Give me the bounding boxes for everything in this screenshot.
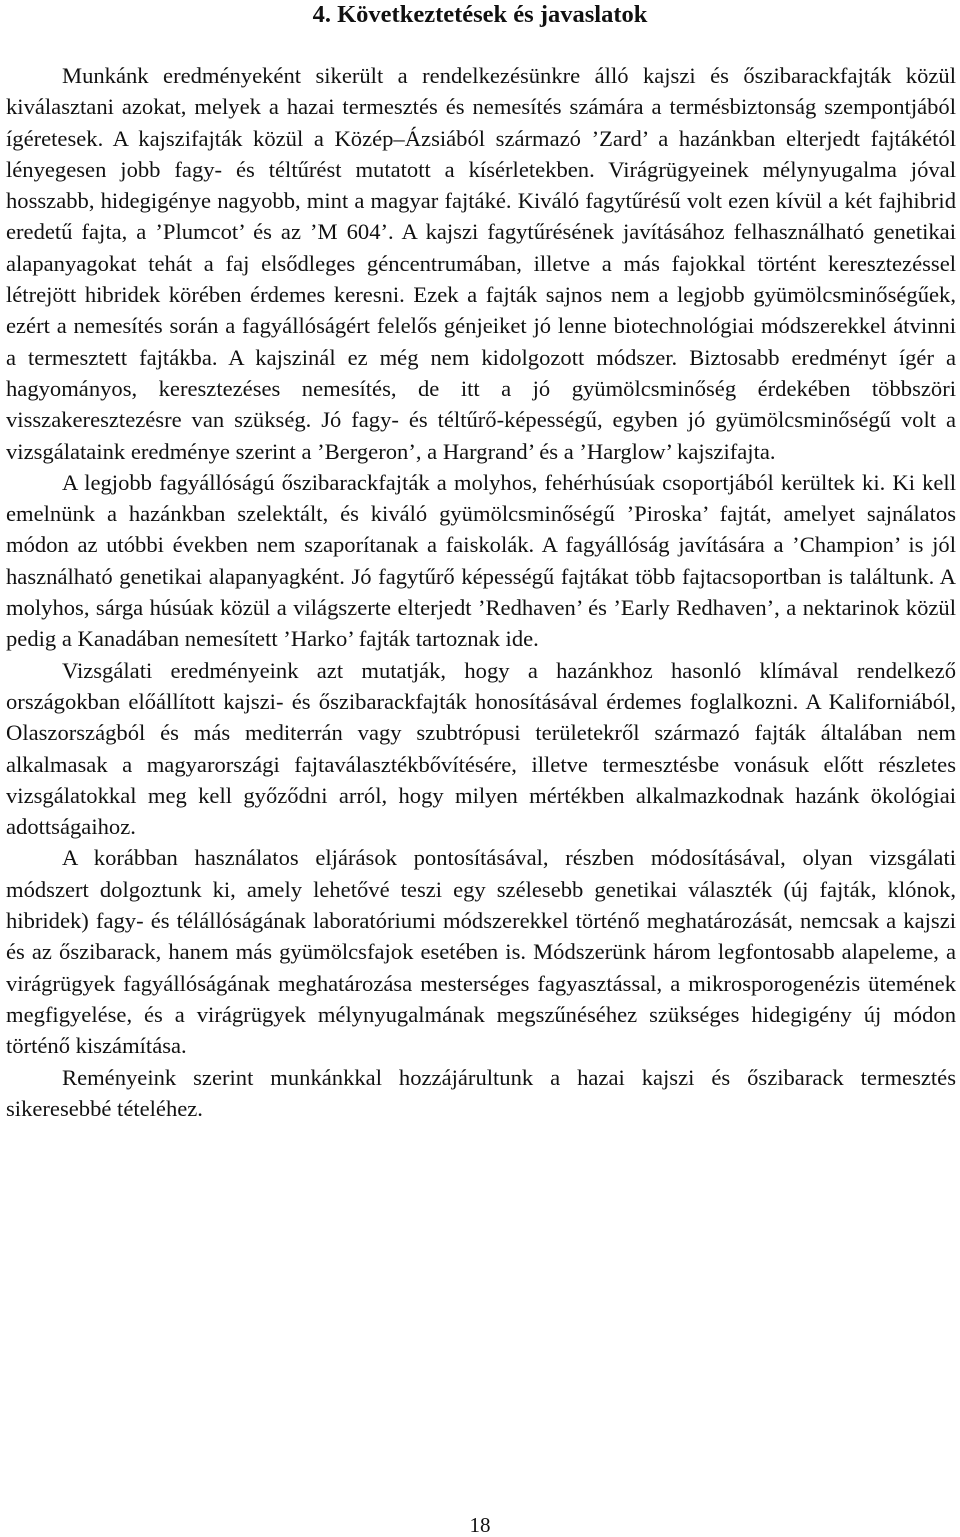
- body-text: [6, 60, 956, 1124]
- page-number: 18: [469, 1513, 491, 1537]
- section-heading: 4. Következtetések és javaslatok: [312, 1, 648, 28]
- paragraph: Reményeink szerint munkánkkal hozzájárultunk a hazai kajszi és őszibarack termesztés sikeresebbé tételéhez.: [6, 1064, 956, 1121]
- paragraph: A legjobb fagyállóságú őszibarackfajták a molyhos, fehérhúsúak csoportjából kerültek ki. Ki kell emelnünk a hazánkban szelektált, és kiváló gyümölcsminőségű ’Piroska’ fajtát, amelyet sajnálatos módon az utóbbi években nem szaporítanak a faiskolák. A fagyállóság javítására a ’Champion’ is jól használható genetikai alapanyagként. Jó fagytűrő képességű fajtákat több fajtacsoportban is találtunk. A molyhos, sárga húsúak közül a világszerte elterjedt ’Redhaven’ és ’Early Redhaven’, a nektarinok közül pedig a Kanadában nemesített ’Harko’ fajták tartoznak ide.: [6, 469, 956, 652]
- paragraph: Vizsgálati eredményeink azt mutatják, hogy a hazánkhoz hasonló klímával rendelkező országokban előállított kajszi- és őszibarackfajták honosításával érdemes foglalkozni. A Kaliforniából, Olaszországból és más mediterrán vagy szubtrópusi területekről származó fajták általában nem alkalmasak a magyarországi fajtaválasztékbővítésére, illetve termesztésbe vonásuk előtt részletes vizsgálatokkal meg kell győződni arról, hogy milyen mértékben alkalmazkodnak hazánk ökológiai adottságaihoz.: [6, 657, 956, 840]
- paragraph: Munkánk eredményeként sikerült a rendelkezésünkre álló kajszi és őszibarackfajták közül kiválasztani azokat, melyek a hazai termesztés és nemesítés számára a termésbiztonság szempontjából ígéretesek. A kajszifajták közül a Közép–Ázsiából származó ’Zard’ a hazánkban elterjedt fajtákétól lényegesen jobb fagy- és téltűrést mutatott a kísérletekben. Virágrügyeinek mélynyugalma jóval hosszabb, hidegigénye nagyobb, mint a magyar fajtáké. Kiváló fagytűrésű volt ezen kívül a két fajhibrid eredetű fajta, a ’Plumcot’ és az ’M 604’. A kajszi fagytűrésének javításához felhasználható genetikai alapanyagokat tehát a faj elsődleges géncentrumában, illetve a más fajokkal történt keresztezéssel létrejött hibridek körében érdemes keresni. Ezek a fajták sajnos nem a legjobb gyümölcsminőségűek, ezért a nemesítés során a fagyállóságért felelős génjeiket jó lenne biotechnológiai módszerekkel átvinni a termesztett fajtákba. A kajszinál ez még nem kidolgozott módszer. Biztosabb eredményt ígér a hagyományos, keresztezéses nemesítés, de itt a jó gyümölcsminőség érdekében többszöri visszakeresztezésre van szükség. Jó fagy- és téltűrő-képességű, egyben jó gyümölcsminőségű volt a vizsgálataink eredménye szerint a ’Bergeron’, a Hargrand’ és a ’Harglow’ kajszifajta.: [6, 63, 956, 464]
- paragraph: A korábban használatos eljárások pontosításával, részben módosításával, olyan vizsgálati módszert dolgoztunk ki, amely lehetővé teszi egy szélesebb genetikai választék (új fajták, klónok, hibridek) fagy- és télállóságának laboratóriumi módszerekkel történő meghatározását, nemcsak a kajszi és az őszibarack, hanem más gyümölcsfajok esetében is. Módszerünk három legfontosabb alapeleme, a virágrügyek fagyállóságának meghatározása mesterséges fagyasztással, a mikrosporogenézis ütemének megfigyelése, és a virágrügyek mélynyugalmának megszűnéséhez szükséges hidegigény új módon történő kiszámítása.: [6, 845, 956, 1059]
